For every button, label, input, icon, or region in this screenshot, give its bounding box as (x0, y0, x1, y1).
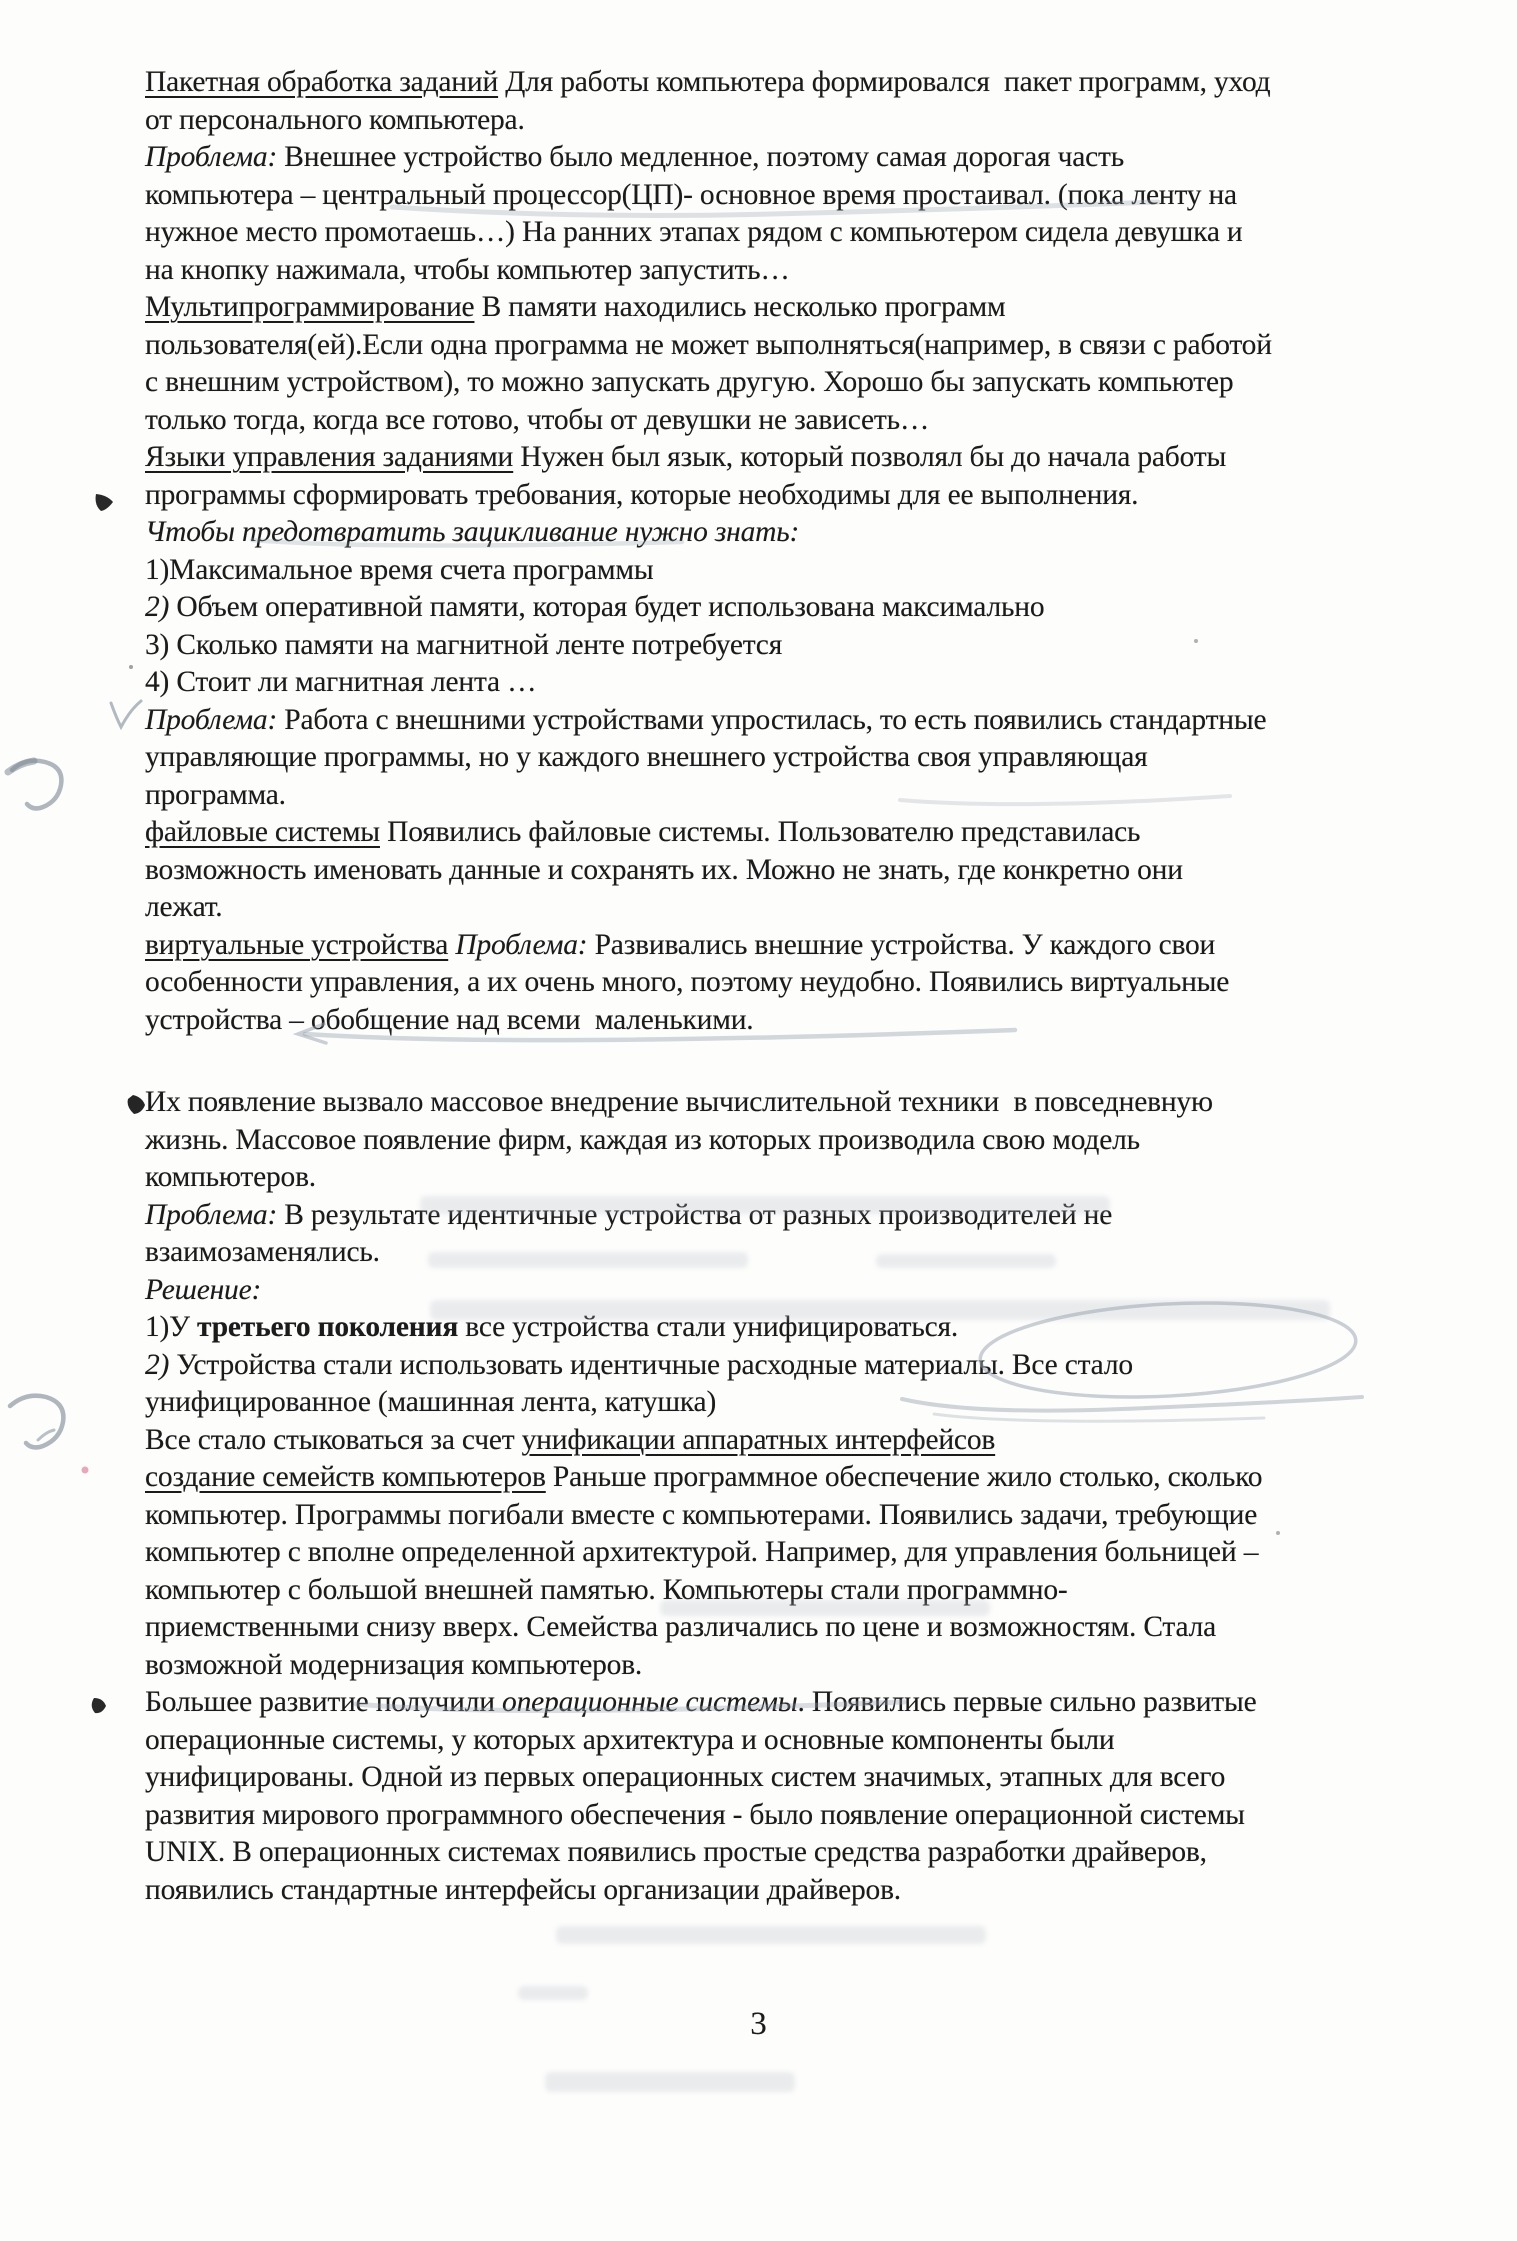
text-line (145, 1759, 1415, 1797)
document-text (145, 64, 1415, 1909)
text-segment: Объем оперативной памяти, которая будет использована максимально (169, 591, 1045, 623)
text-line (145, 402, 1415, 440)
text-segment: все устройства стали унифицироваться. (458, 1311, 959, 1343)
text-segment: 1)У (145, 1311, 198, 1343)
text-line (145, 702, 1415, 740)
text-segment: программа. (145, 778, 286, 811)
text-segment: приемственными снизу вверх. Семейства различались по цене и возможностям. Стала (145, 1611, 1217, 1643)
text-segment: Языки управления заданиями (145, 441, 514, 473)
text-segment: компьютер с вполне определенной архитектурой. Например, для управления больницей – (145, 1536, 1259, 1568)
text-line (145, 814, 1415, 852)
text-segment: Проблема: (145, 141, 278, 173)
text-segment: унифицированы. Одной из первых операционных систем значимых, этапных для всего (145, 1761, 1226, 1793)
text-line (145, 514, 1415, 552)
text-line (145, 139, 1415, 177)
text-line (145, 627, 1415, 665)
text-segment: Большее развитие получили (145, 1686, 503, 1718)
text-line (145, 739, 1415, 777)
ink-blot-mark (96, 494, 113, 511)
text-segment: Проблема: (145, 703, 278, 736)
text-segment: Нужен был язык, который позволял бы до начала работы (513, 441, 1227, 473)
text-line (145, 1159, 1415, 1197)
text-segment: компьютера – центральный процессор(ЦП)- основное время простаивал. (пока ленту на (145, 178, 1237, 211)
text-segment: особенности управления, а их очень много, поэтому неудобно. Появились виртуальные (145, 966, 1230, 998)
text-segment: Появились файловые системы. Пользователю представилась (379, 816, 1141, 848)
text-segment: 2) (145, 591, 170, 623)
text-line (145, 1347, 1415, 1385)
text-segment: UNIX. В операционных системах появились простые средства разработки драйверов, (145, 1836, 1207, 1868)
text-line (145, 1572, 1415, 1610)
text-line (145, 1234, 1415, 1272)
text-line (145, 289, 1415, 327)
text-segment: Пакетная обработка заданий (145, 66, 499, 98)
ink-blot-mark (128, 1095, 145, 1114)
scan-speck (129, 665, 133, 669)
text-segment: создание семейств компьютеров (145, 1461, 546, 1493)
text-line (145, 1797, 1415, 1835)
bleedthrough-smudge (545, 2072, 795, 2092)
text-segment: В результате идентичные устройства от разных производителей не (277, 1198, 1113, 1231)
text-segment: от персонального компьютера. (145, 103, 525, 136)
text-segment: взаимозаменялись. (145, 1236, 380, 1268)
text-line (145, 102, 1415, 140)
text-segment: . Появились первые сильно развитые (797, 1686, 1257, 1718)
text-line (145, 177, 1415, 215)
text-line (145, 1272, 1415, 1310)
text-segment: Мультипрограммирование (145, 291, 475, 323)
pencil-check-mark (111, 701, 141, 727)
text-line (145, 1684, 1415, 1722)
text-segment: компьютеров. (145, 1161, 316, 1193)
text-line (145, 439, 1415, 477)
text-line (145, 1122, 1415, 1160)
text-segment: операционные системы, у которых архитектура и основные компоненты были (145, 1723, 1115, 1756)
text-line (145, 1722, 1415, 1760)
pink-fleck (82, 1467, 89, 1474)
text-segment: пользователя(ей).Если одна программа не может выполняться(например, в связи с работой (145, 328, 1272, 361)
text-segment: Все стало стыковаться за счет (145, 1423, 522, 1456)
text-segment: Работа с внешними устройствами упростилась, то есть появились стандартные (277, 703, 1267, 736)
text-segment: третьего поколения (197, 1311, 459, 1343)
text-line (145, 589, 1415, 627)
text-segment: Проблема: (455, 928, 588, 961)
text-line (145, 1309, 1415, 1347)
pencil-hook-tail (8, 761, 34, 772)
text-line (145, 1002, 1415, 1040)
text-line (145, 1834, 1415, 1872)
text-segment: компьютер с большой внешней памятью. Компьютеры стали программно- (145, 1573, 1068, 1606)
text-line (145, 664, 1415, 702)
text-segment: на кнопку нажимала, чтобы компьютер запустить… (145, 253, 790, 286)
bleedthrough-smudge (518, 1986, 588, 2000)
text-line (145, 1609, 1415, 1647)
page-number: 3 (750, 2006, 767, 2042)
text-segment: жизнь. Массовое появление фирм, каждая из которых производила свою модель (145, 1123, 1140, 1156)
text-line (145, 214, 1415, 252)
pencil-hook-mark (10, 1396, 63, 1448)
text-line (145, 889, 1415, 927)
text-segment: появились стандартные интерфейсы организации драйверов. (145, 1873, 901, 1906)
text-segment: управляющие программы, но у каждого внешнего устройства своя управляющая (145, 741, 1148, 773)
text-segment: 4) Стоит ли магнитная лента … (145, 666, 537, 698)
pencil-hook-mark (12, 761, 61, 809)
text-segment: унифицированное (машинная лента, катушка) (145, 1386, 717, 1418)
text-line (145, 1872, 1415, 1910)
text-line (145, 1497, 1415, 1535)
text-line (145, 964, 1415, 1002)
text-line (145, 1084, 1415, 1122)
text-line (145, 1197, 1415, 1235)
text-line (145, 477, 1415, 515)
text-segment: виртуальные устройства (145, 928, 449, 961)
text-segment: файловые системы (145, 816, 380, 848)
bleedthrough-smudge (556, 1926, 986, 1944)
text-segment: унификации аппаратных интерфейсов (521, 1423, 996, 1456)
text-line (145, 364, 1415, 402)
text-line (145, 327, 1415, 365)
text-segment: возможность именовать данные и сохранять их. Можно не знать, где конкретно они (145, 853, 1183, 886)
text-segment: Устройства стали использовать идентичные расходные материалы. Все стало (169, 1348, 1133, 1381)
text-segment: Внешнее устройство было медленное, поэтому самая дорогая часть (277, 141, 1124, 173)
text-segment: Чтобы предотвратить зацикливание нужно знать: (145, 516, 800, 548)
text-segment: 1)Максимальное время счета программы (145, 553, 654, 586)
ink-blot-mark (92, 1698, 106, 1713)
text-segment: только тогда, когда все готово, чтобы от девушки не зависеть… (145, 403, 930, 436)
text-segment: 3) Сколько памяти на магнитной ленте потребуется (145, 628, 783, 661)
text-segment: Решение: (145, 1273, 262, 1306)
text-segment: Проблема: (145, 1198, 278, 1231)
text-line (145, 852, 1415, 890)
text-segment: устройства – обобщение над всеми маленькими. (145, 1003, 754, 1036)
text-line (145, 252, 1415, 290)
text-line (145, 1647, 1415, 1685)
text-line (145, 552, 1415, 590)
text-segment: с внешним устройством), то можно запускать другую. Хорошо бы запускать компьютер (145, 366, 1234, 398)
text-line (145, 1459, 1415, 1497)
text-line (145, 1422, 1415, 1460)
text-line (145, 1534, 1415, 1572)
text-segment: лежат. (145, 891, 223, 923)
text-segment: Раньше программное обеспечение жило столько, сколько (545, 1461, 1263, 1493)
text-segment: нужное место промотаешь…) На ранних этапах рядом с компьютером сидела девушка и (145, 216, 1243, 248)
text-segment: Их появление вызвало массовое внедрение вычислительной техники в повседневную (145, 1086, 1213, 1118)
text-segment: развития мирового программного обеспечения - было появление операционной системы (145, 1798, 1245, 1831)
text-segment: Развивались внешние устройства. У каждого свои (587, 928, 1216, 961)
text-segment: Для работы компьютера формировался пакет программ, уход (498, 66, 1271, 98)
text-segment: программы сформировать требования, которые необходимы для ее выполнения. (145, 478, 1139, 511)
text-segment: операционные системы (502, 1686, 798, 1718)
text-segment: возможной модернизация компьютеров. (145, 1648, 643, 1681)
pencil-hook-inner-tick (38, 1430, 54, 1440)
text-line (145, 64, 1415, 102)
text-line (145, 927, 1415, 965)
text-segment: В памяти находились несколько программ (474, 291, 1006, 323)
text-segment: 2) (145, 1348, 170, 1381)
text-segment: компьютер. Программы погибали вместе с компьютерами. Появились задачи, требующие (145, 1498, 1258, 1531)
text-line (145, 777, 1415, 815)
text-line (145, 1384, 1415, 1422)
